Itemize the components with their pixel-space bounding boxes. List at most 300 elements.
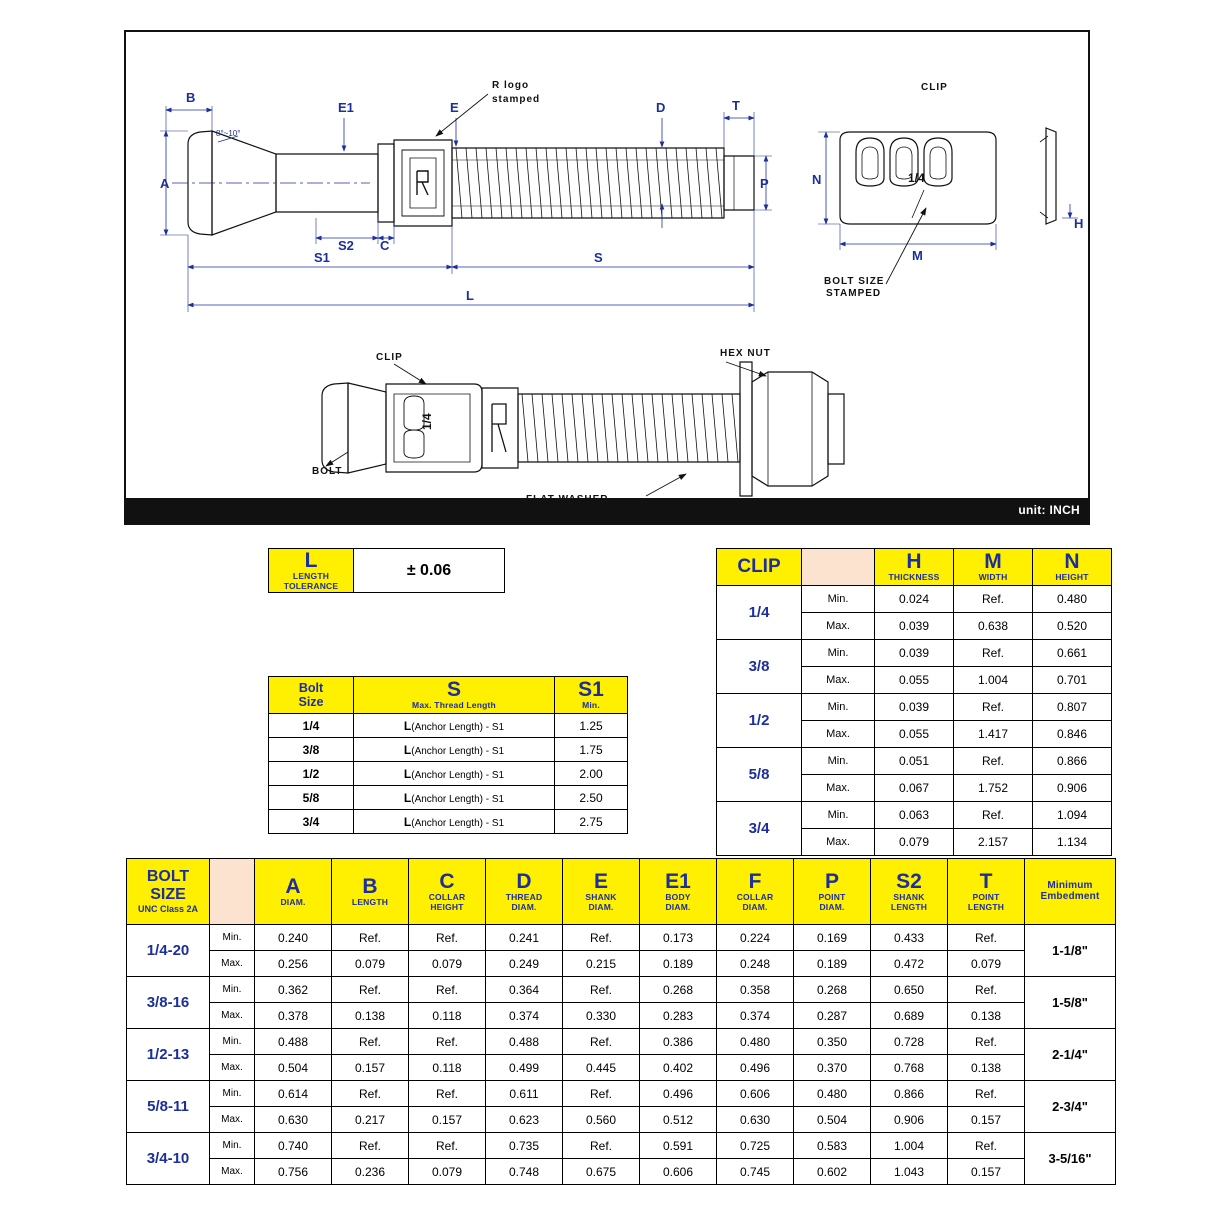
clip-max-label: Max.: [802, 721, 875, 748]
svg-text:1/4: 1/4: [420, 413, 434, 430]
cell-b-max: 0.217: [332, 1107, 409, 1133]
bolt-dimensions-table: [126, 858, 1116, 1185]
clip-m-min: Ref.: [954, 640, 1033, 667]
cell-p-min: 0.480: [794, 1081, 871, 1107]
cell-p-min: 0.268: [794, 977, 871, 1003]
corner-line2: SIZE: [150, 886, 186, 903]
cell-b-min: Ref.: [332, 977, 409, 1003]
cell-a-min: 0.362: [255, 977, 332, 1003]
cell-t-min: Ref.: [948, 1133, 1025, 1159]
cell-embedment: 3-5/16": [1025, 1133, 1116, 1185]
cell-e-max: 0.330: [563, 1003, 640, 1029]
table-row: [127, 1081, 1116, 1107]
cell-t-min: Ref.: [948, 977, 1025, 1003]
cell-a-min: 0.614: [255, 1081, 332, 1107]
svg-text:CLIP: CLIP: [921, 82, 948, 93]
table-row: [717, 802, 1112, 829]
main-header-embedment: [1025, 859, 1116, 925]
cell-d-max: 0.249: [486, 951, 563, 977]
main-max-label: Max.: [210, 1055, 255, 1081]
main-row-size: 3/4-10: [127, 1133, 210, 1185]
cell-f-max: 0.496: [717, 1055, 794, 1081]
svg-text:L: L: [466, 288, 474, 303]
clip-max-label: Max.: [802, 613, 875, 640]
clip-m-max: 1.752: [954, 775, 1033, 802]
cell-t-max: 0.079: [948, 951, 1025, 977]
cell-s2-max: 0.689: [871, 1003, 948, 1029]
cell-e1-max: 0.402: [640, 1055, 717, 1081]
s-formula-rest: (Anchor Length) - S1: [411, 721, 505, 733]
ltol-header-cell: [269, 549, 354, 593]
cell-embedment: 2-3/4": [1025, 1081, 1116, 1133]
cell-d-max: 0.623: [486, 1107, 563, 1133]
cell-b-max: 0.157: [332, 1055, 409, 1081]
svg-text:8°~10°: 8°~10°: [216, 129, 241, 138]
cell-b-max: 0.236: [332, 1159, 409, 1185]
hdr-sub2-b: LENGTH: [351, 896, 389, 907]
cell-e1-max: 0.189: [640, 951, 717, 977]
s-row-formula: [354, 786, 555, 810]
hdr-sub2-s2: LENGTH: [890, 901, 928, 912]
clip-m-min: Ref.: [954, 802, 1033, 829]
cell-d-max: 0.374: [486, 1003, 563, 1029]
s-row-size: 3/4: [269, 810, 354, 834]
s-formula-bold: L: [403, 814, 412, 829]
clip-h-letter: H: [906, 550, 922, 573]
table-row: [717, 586, 1112, 613]
svg-text:BOLT SIZE: BOLT SIZE: [824, 276, 885, 287]
svg-text:R logo: R logo: [492, 80, 530, 91]
hdr-letter-b: B: [362, 874, 378, 898]
table-row: [127, 1003, 1116, 1029]
svg-text:E1: E1: [338, 100, 354, 115]
clip-h-max: 0.055: [875, 667, 954, 694]
cell-s2-max: 1.043: [871, 1159, 948, 1185]
hdr-sub1-emb: Minimum: [1047, 880, 1093, 891]
cell-d-min: 0.364: [486, 977, 563, 1003]
technical-drawing-panel: [124, 30, 1090, 525]
cell-b-max: 0.079: [332, 951, 409, 977]
cell-p-min: 0.583: [794, 1133, 871, 1159]
cell-b-min: Ref.: [332, 925, 409, 951]
s-row-s1: 1.75: [555, 738, 628, 762]
ltol-sub2: TOLERANCE: [283, 581, 339, 591]
clip-min-label: Min.: [802, 748, 875, 775]
ltol-letter: L: [304, 549, 318, 572]
svg-text:B: B: [186, 90, 196, 105]
cell-p-max: 0.504: [794, 1107, 871, 1133]
cell-e1-min: 0.386: [640, 1029, 717, 1055]
clip-n-max: 0.701: [1033, 667, 1112, 694]
table-row: [127, 951, 1116, 977]
cell-c-min: Ref.: [409, 925, 486, 951]
cell-d-min: 0.735: [486, 1133, 563, 1159]
cell-p-max: 0.189: [794, 951, 871, 977]
cell-c-min: Ref.: [409, 1029, 486, 1055]
cell-c-max: 0.118: [409, 1055, 486, 1081]
cell-p-max: 0.287: [794, 1003, 871, 1029]
clip-h-min: 0.063: [875, 802, 954, 829]
hdr-sub1-e1: BODY: [665, 891, 691, 902]
cell-p-max: 0.370: [794, 1055, 871, 1081]
cell-b-min: Ref.: [332, 1081, 409, 1107]
table-row: [127, 977, 1116, 1003]
hdr-letter-t: T: [979, 869, 993, 893]
s-formula-rest: (Anchor Length) - S1: [411, 817, 505, 829]
cell-f-max: 0.745: [717, 1159, 794, 1185]
svg-text:P: P: [760, 176, 769, 191]
hdr-sub2-emb: Embedment: [1040, 891, 1100, 902]
cell-a-max: 0.756: [255, 1159, 332, 1185]
svg-text:BOLT: BOLT: [312, 466, 343, 477]
cell-c-max: 0.079: [409, 1159, 486, 1185]
main-row-size: 1/4-20: [127, 925, 210, 977]
cell-f-min: 0.358: [717, 977, 794, 1003]
main-minmax-header: [210, 859, 255, 925]
hdr-sub2-c: HEIGHT: [430, 901, 464, 912]
cell-f-min: 0.725: [717, 1133, 794, 1159]
clip-h-max: 0.079: [875, 829, 954, 856]
main-header-t: [948, 859, 1025, 925]
s-table-size-header: [269, 677, 354, 714]
hdr-letter-c: C: [439, 869, 455, 893]
svg-text:A: A: [160, 176, 170, 191]
cell-t-max: 0.157: [948, 1107, 1025, 1133]
cell-e1-max: 0.283: [640, 1003, 717, 1029]
s-size-line2: Size: [298, 694, 324, 709]
clip-min-label: Min.: [802, 640, 875, 667]
clip-m-max: 2.157: [954, 829, 1033, 856]
s-table-s-header: [354, 677, 555, 714]
s-row-s1: 2.00: [555, 762, 628, 786]
cell-a-max: 0.630: [255, 1107, 332, 1133]
clip-n-min: 0.661: [1033, 640, 1112, 667]
clip-h-min: 0.051: [875, 748, 954, 775]
table-row: [127, 1055, 1116, 1081]
cell-e-min: Ref.: [563, 977, 640, 1003]
cell-a-min: 0.740: [255, 1133, 332, 1159]
cell-f-max: 0.630: [717, 1107, 794, 1133]
svg-text:M: M: [912, 248, 923, 263]
cell-f-min: 0.480: [717, 1029, 794, 1055]
main-header-d: [486, 859, 563, 925]
main-min-label: Min.: [210, 1133, 255, 1159]
cell-b-min: Ref.: [332, 1133, 409, 1159]
clip-n-min: 0.807: [1033, 694, 1112, 721]
clip-minmax-header: [802, 549, 875, 586]
cell-s2-min: 0.433: [871, 925, 948, 951]
main-max-label: Max.: [210, 951, 255, 977]
svg-text:C: C: [380, 238, 390, 253]
clip-row-size: 1/2: [717, 694, 802, 748]
clip-row-size: 3/4: [717, 802, 802, 856]
s-row-s1: 1.25: [555, 714, 628, 738]
svg-text:S1: S1: [314, 250, 330, 265]
main-min-label: Min.: [210, 925, 255, 951]
table-row: [269, 810, 628, 834]
hdr-letter-s2: S2: [896, 869, 922, 893]
main-max-label: Max.: [210, 1003, 255, 1029]
table-row: [127, 1159, 1116, 1185]
hdr-letter-a: A: [285, 874, 301, 898]
s-formula-bold: L: [403, 766, 412, 781]
hdr-sub1-c: COLLAR: [428, 891, 466, 902]
cell-s2-min: 0.650: [871, 977, 948, 1003]
clip-n-max: 0.520: [1033, 613, 1112, 640]
cell-t-min: Ref.: [948, 1029, 1025, 1055]
clip-m-min: Ref.: [954, 586, 1033, 613]
s-row-formula: [354, 738, 555, 762]
s-row-s1: 2.75: [555, 810, 628, 834]
clip-row-size: 5/8: [717, 748, 802, 802]
s1-sub: Min.: [582, 700, 600, 710]
svg-text:H: H: [1074, 216, 1084, 231]
hdr-sub2-t: LENGTH: [967, 901, 1005, 912]
hdr-letter-e: E: [593, 869, 608, 893]
svg-text:CLIP: CLIP: [376, 352, 403, 363]
clip-n-header: [1033, 549, 1112, 586]
main-row-size: 1/2-13: [127, 1029, 210, 1081]
s-formula-rest: (Anchor Length) - S1: [411, 745, 505, 757]
thread-length-table: [268, 676, 628, 834]
cell-a-max: 0.504: [255, 1055, 332, 1081]
clip-max-label: Max.: [802, 829, 875, 856]
s-formula-bold: L: [403, 718, 412, 733]
main-row-size: 5/8-11: [127, 1081, 210, 1133]
main-corner-header: [127, 859, 210, 925]
cell-e-max: 0.215: [563, 951, 640, 977]
cell-e1-min: 0.173: [640, 925, 717, 951]
s-table-s1-header: [555, 677, 628, 714]
clip-m-max: 1.004: [954, 667, 1033, 694]
hdr-sub1-s2: SHANK: [893, 891, 925, 902]
s-row-formula: [354, 810, 555, 834]
cell-t-max: 0.138: [948, 1055, 1025, 1081]
clip-n-min: 1.094: [1033, 802, 1112, 829]
cell-a-min: 0.240: [255, 925, 332, 951]
table-row: [269, 738, 628, 762]
cell-c-min: Ref.: [409, 1081, 486, 1107]
main-header-b: [332, 859, 409, 925]
clip-h-max: 0.067: [875, 775, 954, 802]
cell-e-max: 0.445: [563, 1055, 640, 1081]
clip-m-min: Ref.: [954, 694, 1033, 721]
cell-f-max: 0.248: [717, 951, 794, 977]
main-header-p: [794, 859, 871, 925]
svg-text:T: T: [732, 98, 740, 113]
hdr-sub2-f: DIAM.: [742, 901, 768, 912]
s-row-formula: [354, 714, 555, 738]
clip-h-min: 0.039: [875, 640, 954, 667]
clip-n-min: 0.480: [1033, 586, 1112, 613]
main-header-c: [409, 859, 486, 925]
clip-m-sub: WIDTH: [978, 572, 1008, 582]
cell-e1-min: 0.496: [640, 1081, 717, 1107]
hdr-sub1-e: SHANK: [585, 891, 617, 902]
s-row-formula: [354, 762, 555, 786]
cell-s2-max: 0.768: [871, 1055, 948, 1081]
hdr-sub2-p: DIAM.: [819, 901, 845, 912]
svg-text:D: D: [656, 100, 666, 115]
clip-h-header: [875, 549, 954, 586]
cell-d-min: 0.488: [486, 1029, 563, 1055]
s1-letter: S1: [578, 678, 604, 701]
cell-s2-min: 1.004: [871, 1133, 948, 1159]
hdr-letter-e1: E1: [665, 869, 691, 893]
cell-embedment: 2-1/4": [1025, 1029, 1116, 1081]
main-min-label: Min.: [210, 977, 255, 1003]
cell-p-min: 0.350: [794, 1029, 871, 1055]
svg-text:S: S: [594, 250, 603, 265]
main-header-a: [255, 859, 332, 925]
hdr-sub1-t: POINT: [972, 891, 1000, 902]
ltol-value: ± 0.06: [354, 549, 505, 593]
hdr-sub1-f: COLLAR: [736, 891, 774, 902]
clip-n-sub: HEIGHT: [1055, 572, 1089, 582]
hdr-sub2-e: DIAM.: [588, 901, 614, 912]
cell-e-max: 0.675: [563, 1159, 640, 1185]
cell-c-min: Ref.: [409, 1133, 486, 1159]
cell-p-min: 0.169: [794, 925, 871, 951]
s-row-size: 1/2: [269, 762, 354, 786]
clip-dimensions-table: [716, 548, 1112, 856]
unit-label: unit: INCH: [1018, 503, 1080, 517]
s-row-s1: 2.50: [555, 786, 628, 810]
table-row: [717, 694, 1112, 721]
clip-n-letter: N: [1064, 550, 1080, 573]
s-row-size: 5/8: [269, 786, 354, 810]
cell-e-min: Ref.: [563, 1081, 640, 1107]
clip-row-size: 1/4: [717, 586, 802, 640]
unit-footer-bar: [124, 498, 1090, 525]
ltol-sub1: LENGTH: [292, 571, 330, 581]
table-row: [127, 1107, 1116, 1133]
cell-a-max: 0.256: [255, 951, 332, 977]
table-row: [127, 1133, 1116, 1159]
hdr-sub2-e1: DIAM.: [665, 901, 691, 912]
clip-h-sub: THICKNESS: [888, 572, 940, 582]
length-tolerance-table: [268, 548, 505, 593]
svg-text:stamped: stamped: [492, 94, 541, 105]
cell-d-min: 0.611: [486, 1081, 563, 1107]
clip-n-max: 1.134: [1033, 829, 1112, 856]
s-formula-bold: L: [403, 790, 412, 805]
main-header-e1: [640, 859, 717, 925]
main-header-s2: [871, 859, 948, 925]
hdr-letter-f: F: [748, 869, 762, 893]
main-max-label: Max.: [210, 1159, 255, 1185]
svg-text:1/4: 1/4: [908, 171, 925, 185]
cell-c-max: 0.157: [409, 1107, 486, 1133]
hdr-sub1-d: THREAD: [505, 891, 543, 902]
clip-m-max: 1.417: [954, 721, 1033, 748]
hdr-letter-p: P: [824, 869, 839, 893]
cell-t-min: Ref.: [948, 925, 1025, 951]
s-sub: Max. Thread Length: [412, 700, 496, 710]
cell-e-min: Ref.: [563, 1029, 640, 1055]
table-row: [717, 748, 1112, 775]
svg-text:HEX NUT: HEX NUT: [720, 348, 771, 359]
clip-m-max: 0.638: [954, 613, 1033, 640]
cell-d-min: 0.241: [486, 925, 563, 951]
main-header-e: [563, 859, 640, 925]
clip-h-max: 0.055: [875, 721, 954, 748]
clip-h-min: 0.039: [875, 694, 954, 721]
cell-s2-max: 0.906: [871, 1107, 948, 1133]
hdr-sub2-a: DIAM.: [280, 896, 306, 907]
cell-d-max: 0.499: [486, 1055, 563, 1081]
clip-n-min: 0.866: [1033, 748, 1112, 775]
cell-t-min: Ref.: [948, 1081, 1025, 1107]
corner-line3: UNC Class 2A: [137, 904, 199, 914]
svg-text:S2: S2: [338, 238, 354, 253]
clip-min-label: Min.: [802, 802, 875, 829]
cell-embedment: 1-5/8": [1025, 977, 1116, 1029]
main-row-size: 3/8-16: [127, 977, 210, 1029]
cell-e1-min: 0.268: [640, 977, 717, 1003]
corner-line1: BOLT: [146, 868, 190, 885]
clip-row-size: 3/8: [717, 640, 802, 694]
hdr-sub1-p: POINT: [818, 891, 846, 902]
cell-f-max: 0.374: [717, 1003, 794, 1029]
cell-f-min: 0.606: [717, 1081, 794, 1107]
clip-n-max: 0.846: [1033, 721, 1112, 748]
cell-t-max: 0.138: [948, 1003, 1025, 1029]
hdr-letter-d: D: [516, 869, 532, 893]
main-min-label: Min.: [210, 1029, 255, 1055]
cell-p-max: 0.602: [794, 1159, 871, 1185]
cell-e1-min: 0.591: [640, 1133, 717, 1159]
cell-s2-min: 0.728: [871, 1029, 948, 1055]
cell-d-max: 0.748: [486, 1159, 563, 1185]
table-row: [269, 786, 628, 810]
main-max-label: Max.: [210, 1107, 255, 1133]
cell-e-min: Ref.: [563, 1133, 640, 1159]
cell-c-min: Ref.: [409, 977, 486, 1003]
cell-e-min: Ref.: [563, 925, 640, 951]
cell-b-max: 0.138: [332, 1003, 409, 1029]
svg-text:E: E: [450, 100, 459, 115]
clip-min-label: Min.: [802, 694, 875, 721]
main-min-label: Min.: [210, 1081, 255, 1107]
table-row: [717, 640, 1112, 667]
s-formula-rest: (Anchor Length) - S1: [411, 793, 505, 805]
cell-a-min: 0.488: [255, 1029, 332, 1055]
s-letter: S: [446, 678, 461, 701]
clip-table-title: CLIP: [717, 549, 802, 586]
s-formula-rest: (Anchor Length) - S1: [411, 769, 505, 781]
hdr-sub2-d: DIAM.: [511, 901, 537, 912]
cell-c-max: 0.118: [409, 1003, 486, 1029]
cell-e1-max: 0.606: [640, 1159, 717, 1185]
cell-embedment: 1-1/8": [1025, 925, 1116, 977]
cell-s2-max: 0.472: [871, 951, 948, 977]
s-size-line1: Bolt: [298, 680, 324, 695]
cell-e-max: 0.560: [563, 1107, 640, 1133]
clip-max-label: Max.: [802, 667, 875, 694]
s-formula-bold: L: [403, 742, 412, 757]
cell-b-min: Ref.: [332, 1029, 409, 1055]
cell-a-max: 0.378: [255, 1003, 332, 1029]
s-row-size: 1/4: [269, 714, 354, 738]
cell-c-max: 0.079: [409, 951, 486, 977]
cell-t-max: 0.157: [948, 1159, 1025, 1185]
drawing-svg: [126, 32, 1088, 523]
clip-m-letter: M: [984, 550, 1002, 573]
clip-min-label: Min.: [802, 586, 875, 613]
clip-m-header: [954, 549, 1033, 586]
s-row-size: 3/8: [269, 738, 354, 762]
